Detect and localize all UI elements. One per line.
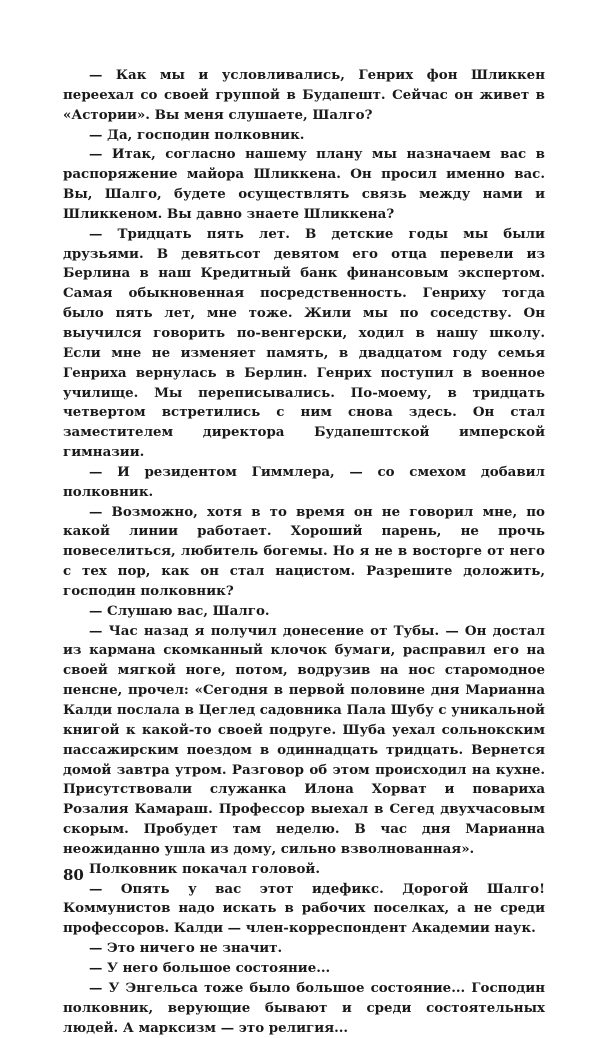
paragraph: — Да, господин полковник. (89, 126, 305, 143)
paragraph: — У Энгельса тоже было большое состояние... Господин полковник, верующие бывают и среди состоятельных людей. А марксизм — это религия... (63, 979, 545, 1036)
page-number: 80 (63, 866, 84, 884)
paragraph: — Возможно, хотя в то время он не говорил мне, по какой линии работает. Хороший парень, не прочь повеселиться, любитель богемы. Но я не в восторге от него с тех пор, как он стал нацистом. Разрешите доложить, господин полковник? (63, 503, 545, 599)
paragraph: — Час назад я получил донесение от Тубы. — Он достал из кармана скомканный клочок бумаги, расправил его на своей мягкой ноге, потом, водрузив на нос старомодное пенсне, прочел: «Сегодня в первой половине дня Марианна Калди послала в Цеглед садовника Пала Шубу с уникальной книгой к какой-то своей подруге. Шуба уехал сольнокским пассажирским поездом в одиннадцать тридцать. Вернется домой завтра утром. Разговор об этом происходил на кухне. Присутствовали служанка Илона Хорват и повариха Розалия Камараш. Профессор выехал в Сегед двухчасовым скорым. Пробудет там неделю. В час дня Марианна неожиданно ушла из дому, сильно взволнованная». (63, 622, 545, 857)
paragraph: — Итак, согласно нашему плану мы назначаем вас в распоряжение майора Шликкена. Он просил именно вас. Вы, Шалго, будете осуществлять связь между нами и Шликкеном. Вы давно знаете Шликкена? (63, 146, 545, 222)
paragraph: — Это ничего не значит. (89, 940, 283, 957)
body-text (63, 66, 545, 1038)
paragraph: Полковник покачал головой. (89, 860, 320, 877)
paragraph: — Как мы и условливались, Генрих фон Шликкен переехал со своей группой в Будапешт. Сейчас он живет в «Астории». Вы меня слушаете, Шалго? (63, 67, 545, 123)
paragraph: — Опять у вас этот идефикс. Дорогой Шалго! Коммунистов надо искать в рабочих поселках, а не среди профессоров. Калди — член-корреспондент Академии наук. (63, 880, 545, 937)
paragraph: — Слушаю вас, Шалго. (89, 602, 270, 619)
paragraph: — Тридцать пять лет. В детские годы мы были друзьями. В девятьсот девятом его отца перевели из Берлина в наш Кредитный банк финансовым экспертом. Самая обыкновенная посредственность. Генриху тогда было пять лет, мне тоже. Жили мы по соседству. Он выучился говорить по-венгерски, ходил в нашу школу. Если мне не изменяет память, в двадцатом году семья Генриха вернулась в Берлин. Генрих поступил в военное училище. Мы переписывались. По-моему, в тридцать четвертом встретились с ним снова здесь. Он стал заместителем директора Будапештской имперской гимназии. (63, 225, 545, 461)
paragraph: — И резидентом Гиммлера, — со смехом добавил полковник. (63, 463, 545, 500)
paragraph: — У него большое состояние... (89, 959, 331, 976)
